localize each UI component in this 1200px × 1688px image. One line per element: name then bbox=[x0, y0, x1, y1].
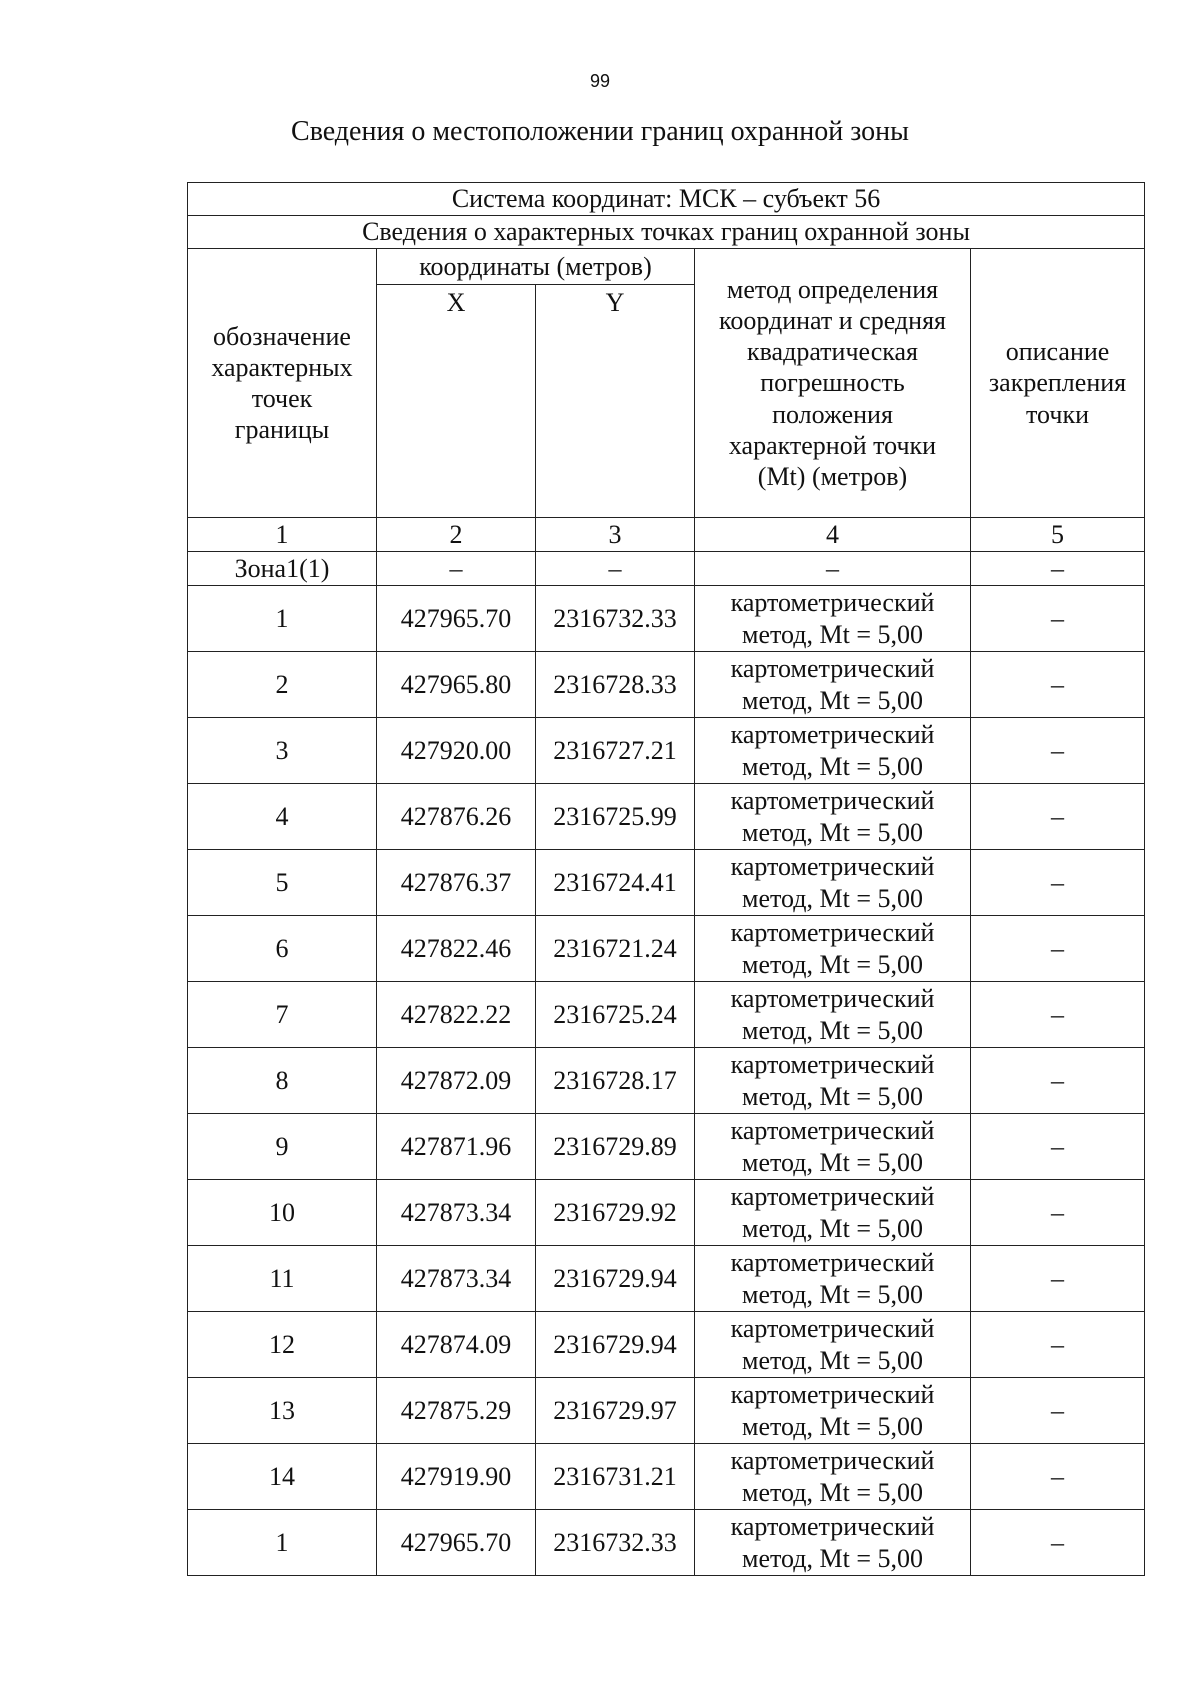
method-cell bbox=[695, 718, 971, 784]
header-x: X bbox=[377, 285, 536, 518]
method-line: картометрический bbox=[730, 1181, 935, 1211]
page-number: 99 bbox=[589, 71, 611, 91]
y-cell: 2316721.24 bbox=[536, 916, 695, 982]
table-row bbox=[188, 718, 1145, 784]
column-number-row bbox=[188, 518, 1145, 552]
table-row bbox=[188, 1378, 1145, 1444]
description-cell: – bbox=[971, 1312, 1145, 1378]
y-cell: 2316732.33 bbox=[536, 586, 695, 652]
column-number: 2 bbox=[377, 518, 536, 552]
method-line: картометрический bbox=[730, 917, 935, 947]
document-title: Сведения о местоположении границ охранной зоны bbox=[291, 116, 909, 147]
y-cell: 2316724.41 bbox=[536, 850, 695, 916]
coordinate-system-row bbox=[188, 183, 1145, 216]
method-cell bbox=[695, 586, 971, 652]
header-description bbox=[971, 249, 1145, 518]
method-line: метод, Mt = 5,00 bbox=[742, 1147, 923, 1177]
description-cell: – bbox=[971, 1510, 1145, 1576]
method-line: картометрический bbox=[730, 1247, 935, 1277]
point-cell: 4 bbox=[188, 784, 377, 850]
description-cell: – bbox=[971, 1444, 1145, 1510]
point-cell: 11 bbox=[188, 1246, 377, 1312]
y-cell: 2316729.89 bbox=[536, 1114, 695, 1180]
header-line: координат и средняя bbox=[719, 306, 946, 336]
method-line: картометрический bbox=[730, 1379, 935, 1409]
method-cell bbox=[695, 1048, 971, 1114]
header-method bbox=[695, 249, 971, 518]
zone-cell: – bbox=[536, 552, 695, 586]
method-line: метод, Mt = 5,00 bbox=[742, 1081, 923, 1111]
description-cell: – bbox=[971, 784, 1145, 850]
method-line: метод, Mt = 5,00 bbox=[742, 685, 923, 715]
method-cell bbox=[695, 1510, 971, 1576]
method-line: метод, Mt = 5,00 bbox=[742, 949, 923, 979]
method-line: метод, Mt = 5,00 bbox=[742, 883, 923, 913]
y-cell: 2316728.33 bbox=[536, 652, 695, 718]
header-coordinates: координаты (метров) bbox=[377, 249, 695, 285]
method-cell bbox=[695, 1114, 971, 1180]
description-cell: – bbox=[971, 1180, 1145, 1246]
y-cell: 2316725.24 bbox=[536, 982, 695, 1048]
method-cell bbox=[695, 1378, 971, 1444]
point-cell: 10 bbox=[188, 1180, 377, 1246]
y-cell: 2316729.97 bbox=[536, 1378, 695, 1444]
method-line: картометрический bbox=[730, 587, 935, 617]
x-cell: 427876.26 bbox=[377, 784, 536, 850]
column-header-row bbox=[188, 249, 1145, 285]
coordinates-table bbox=[187, 182, 1145, 1576]
header-line: границы bbox=[234, 415, 330, 445]
description-cell: – bbox=[971, 1378, 1145, 1444]
x-cell: 427871.96 bbox=[377, 1114, 536, 1180]
zone-row bbox=[188, 552, 1145, 586]
header-line: описание bbox=[1005, 337, 1110, 367]
header-line: погрешность bbox=[760, 368, 905, 398]
x-cell: 427822.22 bbox=[377, 982, 536, 1048]
method-line: картометрический bbox=[730, 1115, 935, 1145]
x-cell: 427872.09 bbox=[377, 1048, 536, 1114]
method-cell bbox=[695, 784, 971, 850]
coordinate-system-cell: Система координат: МСК – субъект 56 bbox=[188, 183, 1145, 216]
table-row bbox=[188, 1180, 1145, 1246]
point-cell: 9 bbox=[188, 1114, 377, 1180]
zone-cell: – bbox=[377, 552, 536, 586]
x-cell: 427965.70 bbox=[377, 1510, 536, 1576]
method-line: картометрический bbox=[730, 1313, 935, 1343]
table-subtitle-cell: Сведения о характерных точках границ охранной зоны bbox=[188, 216, 1145, 249]
table-row bbox=[188, 1510, 1145, 1576]
method-line: картометрический bbox=[730, 719, 935, 749]
method-cell bbox=[695, 1312, 971, 1378]
method-line: картометрический bbox=[730, 1511, 935, 1541]
method-line: метод, Mt = 5,00 bbox=[742, 1477, 923, 1507]
zone-cell: – bbox=[971, 552, 1145, 586]
table-row bbox=[188, 586, 1145, 652]
header-point-designation bbox=[188, 249, 377, 518]
description-cell: – bbox=[971, 718, 1145, 784]
header-line: характерной точки bbox=[728, 430, 937, 460]
header-line: положения bbox=[772, 399, 893, 429]
x-cell: 427822.46 bbox=[377, 916, 536, 982]
y-cell: 2316727.21 bbox=[536, 718, 695, 784]
header-line: квадратическая bbox=[746, 337, 919, 367]
description-cell: – bbox=[971, 850, 1145, 916]
x-cell: 427875.29 bbox=[377, 1378, 536, 1444]
point-cell: 6 bbox=[188, 916, 377, 982]
header-line: точки bbox=[1026, 399, 1089, 429]
point-cell: 7 bbox=[188, 982, 377, 1048]
table-subtitle-row bbox=[188, 216, 1145, 249]
table-row bbox=[188, 850, 1145, 916]
table-row bbox=[188, 982, 1145, 1048]
header-line: (Mt) (метров) bbox=[757, 461, 908, 491]
x-cell: 427920.00 bbox=[377, 718, 536, 784]
description-cell: – bbox=[971, 1114, 1145, 1180]
zone-label: Зона1(1) bbox=[188, 552, 377, 586]
x-cell: 427965.80 bbox=[377, 652, 536, 718]
method-cell bbox=[695, 1444, 971, 1510]
table-row bbox=[188, 1312, 1145, 1378]
x-cell: 427965.70 bbox=[377, 586, 536, 652]
method-line: картометрический bbox=[730, 1445, 935, 1475]
method-line: картометрический bbox=[730, 1049, 935, 1079]
method-line: метод, Mt = 5,00 bbox=[742, 1015, 923, 1045]
description-cell: – bbox=[971, 652, 1145, 718]
table-row bbox=[188, 1114, 1145, 1180]
method-cell bbox=[695, 1180, 971, 1246]
method-cell bbox=[695, 1246, 971, 1312]
method-cell bbox=[695, 850, 971, 916]
data-rows bbox=[188, 586, 1145, 1576]
y-cell: 2316728.17 bbox=[536, 1048, 695, 1114]
method-line: метод, Mt = 5,00 bbox=[742, 817, 923, 847]
method-line: картометрический bbox=[730, 653, 935, 683]
header-y: Y bbox=[536, 285, 695, 518]
header-line: обозначение bbox=[213, 321, 351, 351]
method-line: метод, Mt = 5,00 bbox=[742, 1213, 923, 1243]
column-number: 4 bbox=[695, 518, 971, 552]
method-line: метод, Mt = 5,00 bbox=[742, 1543, 923, 1573]
description-cell: – bbox=[971, 1048, 1145, 1114]
method-cell bbox=[695, 652, 971, 718]
header-line: закрепления bbox=[988, 368, 1127, 398]
table-row bbox=[188, 784, 1145, 850]
y-cell: 2316729.94 bbox=[536, 1312, 695, 1378]
method-line: метод, Mt = 5,00 bbox=[742, 619, 923, 649]
method-cell bbox=[695, 916, 971, 982]
header-line: точек bbox=[251, 384, 313, 413]
x-cell: 427919.90 bbox=[377, 1444, 536, 1510]
x-cell: 427873.34 bbox=[377, 1246, 536, 1312]
method-line: картометрический bbox=[730, 851, 935, 881]
method-cell bbox=[695, 982, 971, 1048]
description-cell: – bbox=[971, 982, 1145, 1048]
column-number: 5 bbox=[971, 518, 1145, 552]
point-cell: 3 bbox=[188, 718, 377, 784]
method-line: картометрический bbox=[730, 983, 935, 1013]
method-line: метод, Mt = 5,00 bbox=[742, 751, 923, 781]
table-row bbox=[188, 916, 1145, 982]
point-cell: 1 bbox=[188, 586, 377, 652]
y-cell: 2316732.33 bbox=[536, 1510, 695, 1576]
method-line: картометрический bbox=[730, 785, 935, 815]
method-line: метод, Mt = 5,00 bbox=[742, 1345, 923, 1375]
point-cell: 1 bbox=[188, 1510, 377, 1576]
point-cell: 5 bbox=[188, 850, 377, 916]
y-cell: 2316725.99 bbox=[536, 784, 695, 850]
header-line: характерных bbox=[211, 352, 353, 382]
x-cell: 427874.09 bbox=[377, 1312, 536, 1378]
description-cell: – bbox=[971, 1246, 1145, 1312]
x-cell: 427873.34 bbox=[377, 1180, 536, 1246]
point-cell: 12 bbox=[188, 1312, 377, 1378]
table-row bbox=[188, 1048, 1145, 1114]
y-cell: 2316731.21 bbox=[536, 1444, 695, 1510]
point-cell: 8 bbox=[188, 1048, 377, 1114]
table-row bbox=[188, 652, 1145, 718]
column-number: 1 bbox=[188, 518, 377, 552]
y-cell: 2316729.94 bbox=[536, 1246, 695, 1312]
description-cell: – bbox=[971, 586, 1145, 652]
description-cell: – bbox=[971, 916, 1145, 982]
point-cell: 13 bbox=[188, 1378, 377, 1444]
table-row bbox=[188, 1444, 1145, 1510]
method-line: метод, Mt = 5,00 bbox=[742, 1411, 923, 1441]
header-line: метод определения bbox=[726, 274, 939, 304]
point-cell: 14 bbox=[188, 1444, 377, 1510]
table-row bbox=[188, 1246, 1145, 1312]
method-line: метод, Mt = 5,00 bbox=[742, 1279, 923, 1309]
point-cell: 2 bbox=[188, 652, 377, 718]
y-cell: 2316729.92 bbox=[536, 1180, 695, 1246]
x-cell: 427876.37 bbox=[377, 850, 536, 916]
column-number: 3 bbox=[536, 518, 695, 552]
zone-cell: – bbox=[695, 552, 971, 586]
